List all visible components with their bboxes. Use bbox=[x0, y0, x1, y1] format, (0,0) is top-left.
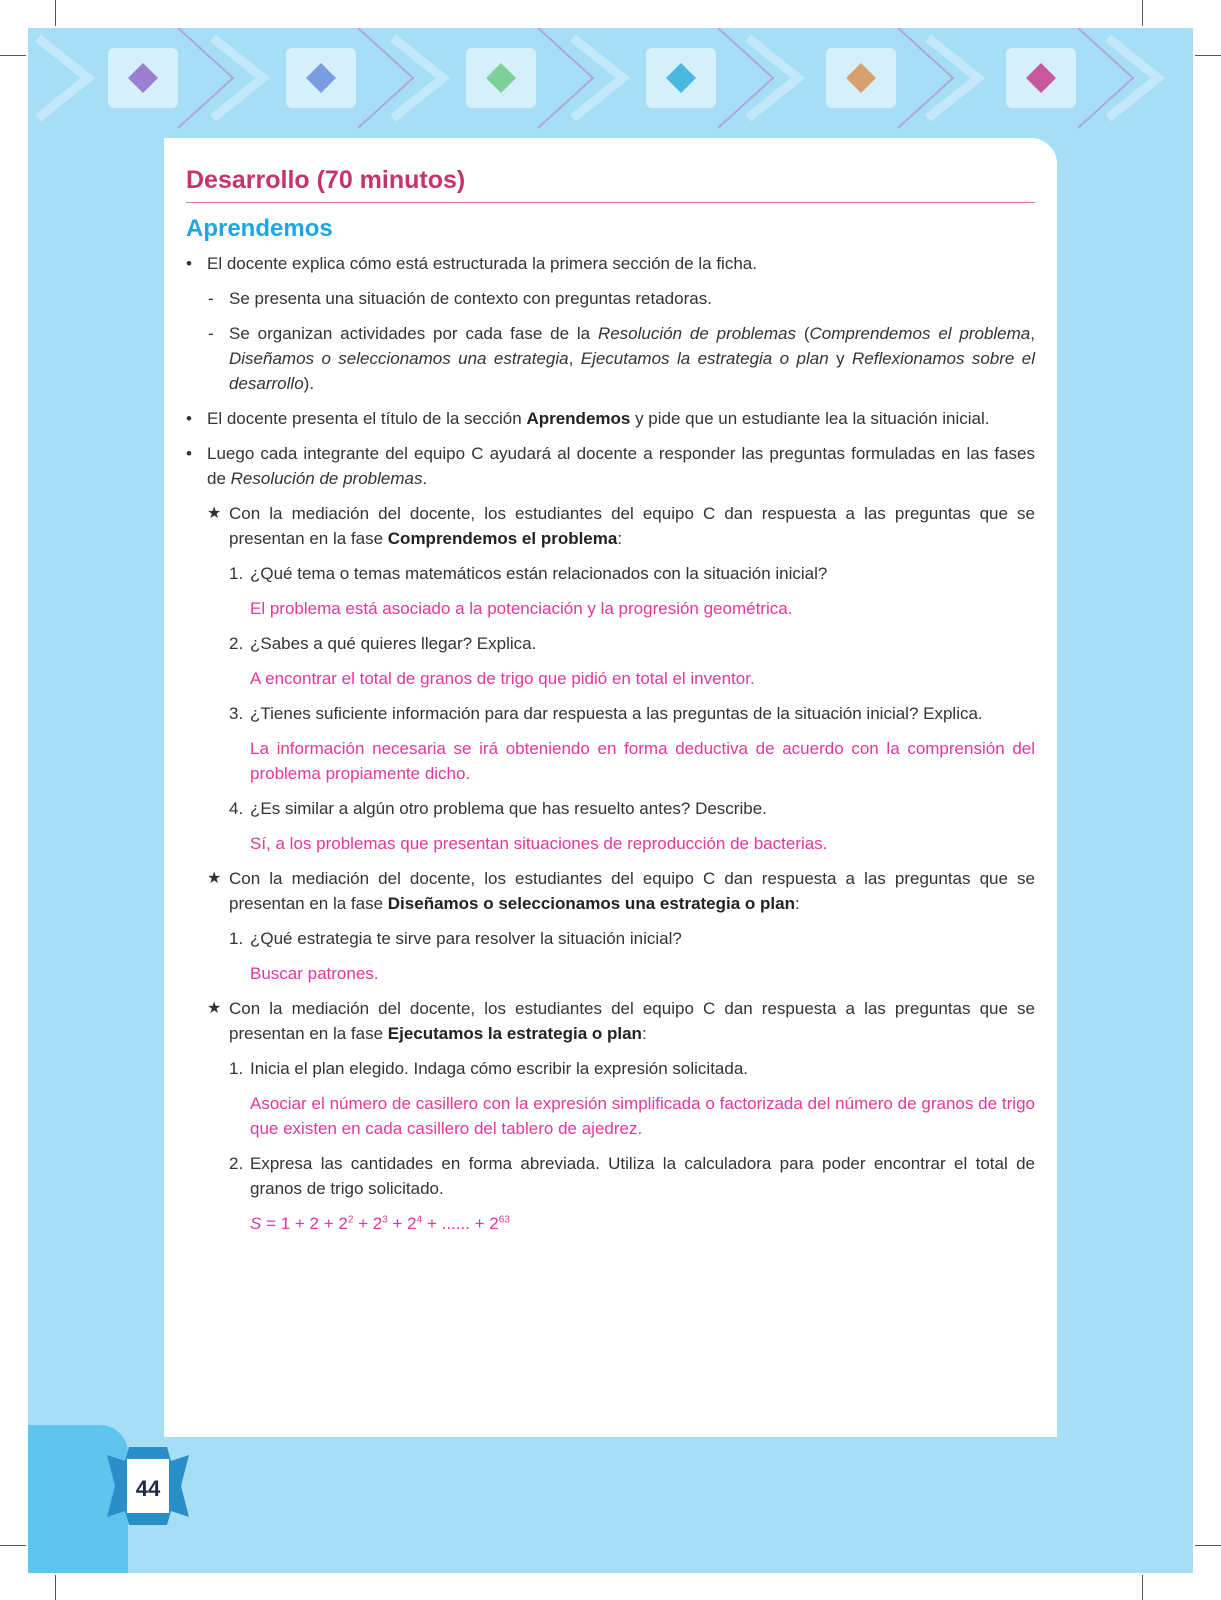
formula: $S = 1 + 2 + 2^2 + 2^3 + 2^4$ + ...... + $2^{63}$ bbox=[250, 1214, 510, 1233]
answer: Asociar el número de casillero con la expresión simplificada o factorizada del número de granos de trigo que existen en cada casillero del tablero de ajedrez. bbox=[250, 1094, 1035, 1138]
crop-mark bbox=[1195, 55, 1221, 56]
answer: A encontrar el total de granos de trigo que pidió en total el inventor. bbox=[250, 669, 755, 688]
page-number-badge bbox=[107, 1447, 189, 1525]
question: 3. ¿Tienes suficiente información para dar respuesta a las preguntas de la situación inicial? Explica. bbox=[229, 704, 983, 723]
crop-mark bbox=[1142, 0, 1143, 26]
list-item: ★ Con la mediación del docente, los estudiantes del equipo C dan respuesta a las preguntas que se presentan en la fase Ejecutamos la estrategia o plan: bbox=[186, 996, 1035, 1046]
main-content bbox=[186, 158, 1035, 1246]
crop-mark bbox=[1142, 1575, 1143, 1600]
star-icon: ★ bbox=[207, 870, 222, 887]
crop-mark bbox=[55, 0, 56, 26]
list-item: - Se presenta una situación de contexto con preguntas retadoras. bbox=[208, 289, 712, 308]
list-item: • Luego cada integrante del equipo C ayudará al docente a responder las preguntas formuladas en las fases de Resolución de problemas. bbox=[186, 444, 1035, 488]
list-item: • El docente presenta el título de la sección Aprendemos y pide que un estudiante lea la situación inicial. bbox=[186, 409, 990, 428]
crop-mark bbox=[0, 55, 26, 56]
question: 1. ¿Qué tema o temas matemáticos están relacionados con la situación inicial? bbox=[229, 564, 828, 583]
list-item: ★ Con la mediación del docente, los estudiantes del equipo C dan respuesta a las preguntas que se presentan en la fase Diseñamos o seleccionamos una estrategia o plan: bbox=[186, 866, 1035, 916]
question: 4. ¿Es similar a algún otro problema que has resuelto antes? Describe. bbox=[229, 799, 767, 818]
decorative-banner bbox=[28, 28, 1193, 148]
crop-mark bbox=[1195, 1545, 1221, 1546]
list-item: ★ Con la mediación del docente, los estudiantes del equipo C dan respuesta a las preguntas que se presentan en la fase Comprendemos el problema: bbox=[186, 501, 1035, 551]
question: 2. Expresa las cantidades en forma abreviada. Utiliza la calculadora para poder encontrar el total de granos de trigo solicitado. bbox=[229, 1154, 1035, 1198]
page-title: Desarrollo (70 minutos) bbox=[186, 158, 1035, 203]
crop-mark bbox=[0, 1545, 26, 1546]
answer: Buscar patrones. bbox=[250, 964, 379, 983]
star-icon: ★ bbox=[207, 505, 222, 522]
list-item: • El docente explica cómo está estructurada la primera sección de la ficha. bbox=[186, 254, 757, 273]
section-title: Aprendemos bbox=[186, 215, 333, 242]
crop-mark bbox=[55, 1575, 56, 1600]
answer: La información necesaria se irá obteniendo en forma deductiva de acuerdo con la comprensión del problema propiamente dicho. bbox=[250, 739, 1035, 783]
list-item: - Se organizan actividades por cada fase de la Resolución de problemas (Comprendemos el problema, Diseñamos o seleccionamos una estrategia, Ejecutamos la estrategia o plan y Reflexionamos sobre el desarrollo). bbox=[208, 324, 1036, 393]
answer: Sí, a los problemas que presentan situaciones de reproducción de bacterias. bbox=[250, 834, 828, 853]
question: 2. ¿Sabes a qué quieres llegar? Explica. bbox=[229, 634, 537, 653]
answer: El problema está asociado a la potenciación y la progresión geométrica. bbox=[250, 599, 793, 618]
question: 1. ¿Qué estrategia te sirve para resolver la situación inicial? bbox=[229, 929, 682, 948]
page-number: 44 bbox=[135, 1476, 161, 1501]
star-icon: ★ bbox=[207, 1000, 222, 1017]
question: 1. Inicia el plan elegido. Indaga cómo escribir la expresión solicitada. bbox=[229, 1059, 749, 1078]
